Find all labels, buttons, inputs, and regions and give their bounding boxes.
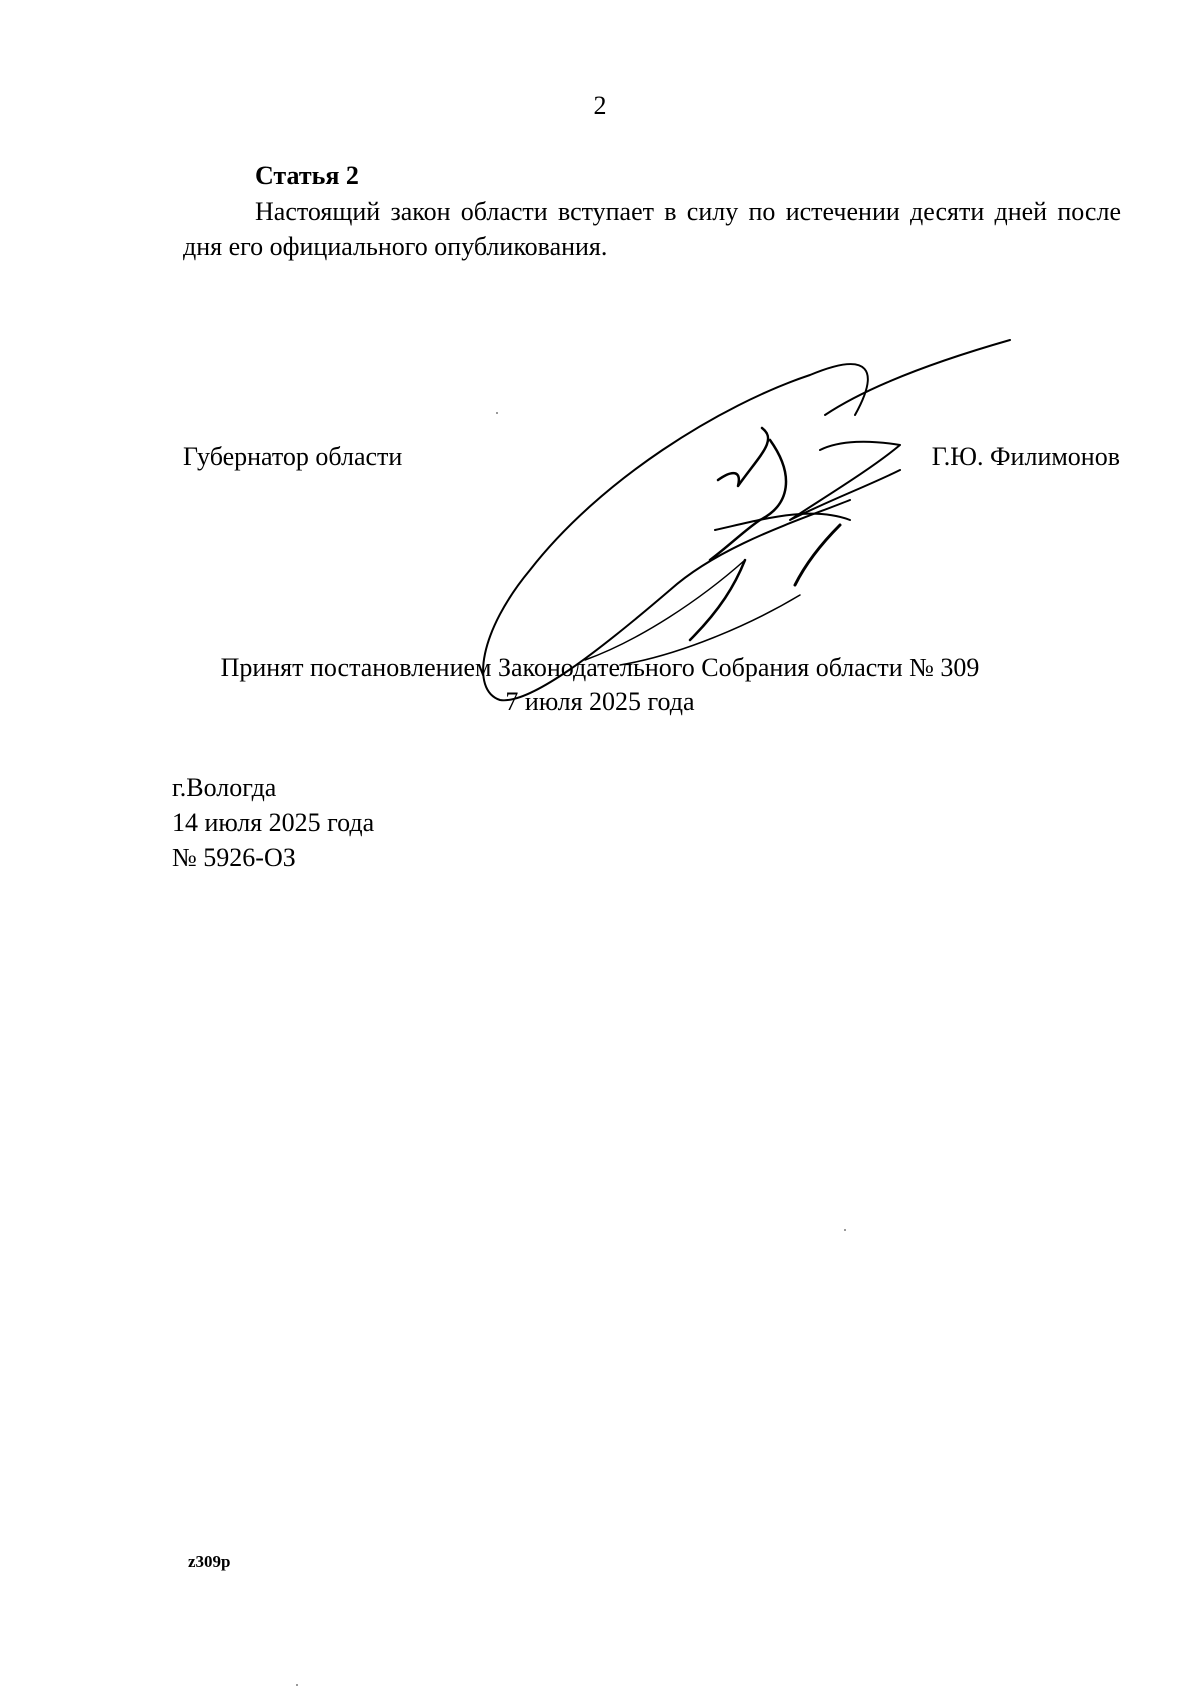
adoption-note	[0, 651, 1200, 719]
signer-name: Г.Ю. Филимонов	[931, 442, 1120, 471]
scan-speck	[496, 412, 498, 414]
signer-position: Губернатор области	[183, 442, 403, 471]
adoption-date: 7 июля 2025 года	[505, 687, 695, 716]
article-body: Настоящий закон области вступает в силу по истечении десяти дней после дня его официального опубликования.	[183, 197, 1121, 261]
adoption-resolution: Принят постановлением Законодательного Собрания области № 309	[220, 653, 980, 682]
place-date-number	[172, 770, 374, 875]
page-number: 2	[593, 91, 607, 120]
article-heading: Статья 2	[255, 161, 359, 190]
scan-speck	[844, 1229, 846, 1231]
sign-date: 14 июля 2025 года	[172, 808, 375, 837]
document-code: z309p	[188, 1552, 231, 1571]
scan-speck	[296, 1684, 298, 1686]
city: г.Вологда	[172, 773, 277, 802]
law-number: № 5926-ОЗ	[172, 843, 296, 872]
